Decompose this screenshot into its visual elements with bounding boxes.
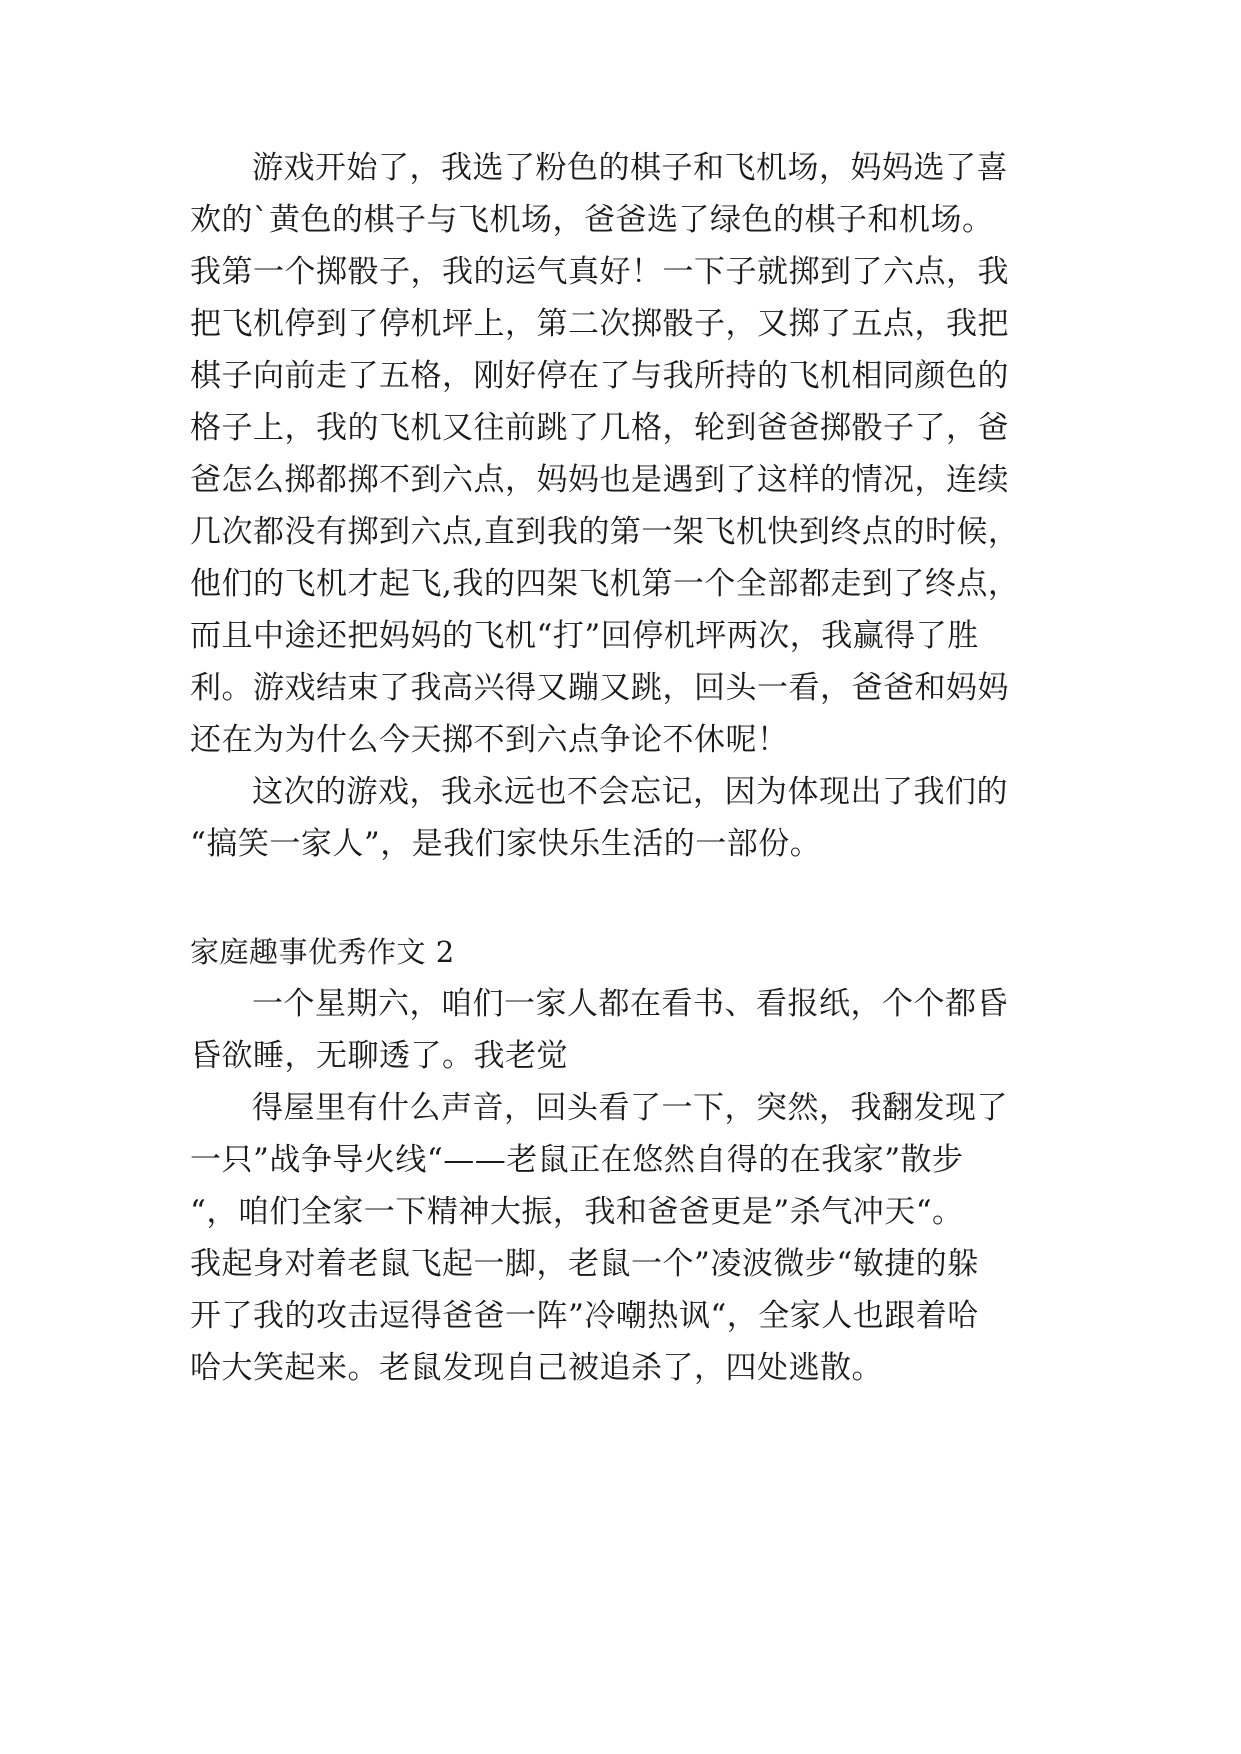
- paragraph-1-line-9: 他们的飞机才起飞,我的四架飞机第一个全部都走到了终点，: [190, 566, 1020, 602]
- paragraph-1-line-4: 把飞机停到了停机坪上，第二次掷骰子，又掷了五点，我把: [190, 306, 1009, 342]
- paragraph-4-line-3: “，咱们全家一下精神大振，我和爸爸更是”杀气冲天“。: [190, 1194, 964, 1230]
- paragraph-2-line-1: 这次的游戏，我永远也不会忘记，因为体现出了我们的: [252, 774, 1008, 810]
- paragraph-2-line-2: “搞笑一家人”，是我们家快乐生活的一部份。: [190, 826, 822, 862]
- paragraph-1-line-6: 格子上，我的飞机又往前跳了几格，轮到爸爸掷骰子了，爸: [190, 410, 1009, 446]
- paragraph-1-line-7: 爸怎么掷都掷不到六点，妈妈也是遇到了这样的情况，连续: [190, 462, 1009, 498]
- paragraph-1-line-5: 棋子向前走了五格，刚好停在了与我所持的飞机相同颜色的: [190, 358, 1009, 394]
- paragraph-4-line-1: 得屋里有什么声音，回头看了一下，突然，我翻发现了: [252, 1090, 1008, 1126]
- paragraph-4-line-4: 我起身对着老鼠飞起一脚，老鼠一个”凌波微步“敏捷的躲: [190, 1246, 979, 1282]
- paragraph-3-line-2: 昏欲睡，无聊透了。我老觉: [190, 1038, 568, 1074]
- paragraph-4-line-5: 开了我的攻击逗得爸爸一阵”冷嘲热讽“，全家人也跟着哈: [190, 1298, 979, 1334]
- section-heading: 家庭趣事优秀作文 2: [190, 935, 455, 969]
- paragraph-1-line-10: 而且中途还把妈妈的飞机“打”回停机坪两次，我赢得了胜: [190, 618, 979, 654]
- paragraph-4-line-2: 一只”战争导火线“——老鼠正在悠然自得的在我家”散步: [190, 1142, 964, 1178]
- paragraph-1-line-12: 还在为为什么今天掷不到六点争论不休呢！: [190, 722, 789, 758]
- paragraph-1-line-1: 游戏开始了，我选了粉色的棋子和飞机场，妈妈选了喜: [252, 150, 1008, 186]
- paragraph-3-line-1: 一个星期六，咱们一家人都在看书、看报纸，个个都昏: [252, 986, 1008, 1022]
- paragraph-1-line-8: 几次都没有掷到六点,直到我的第一架飞机快到终点的时候，: [190, 514, 1020, 550]
- paragraph-1-line-2: 欢的`黄色的棋子与飞机场，爸爸选了绿色的棋子和机场。: [190, 202, 994, 238]
- paragraph-1-line-3: 我第一个掷骰子，我的运气真好！一下子就掷到了六点，我: [190, 254, 1009, 290]
- paragraph-1-line-11: 利。游戏结束了我高兴得又蹦又跳，回头一看，爸爸和妈妈: [190, 670, 1009, 706]
- paragraph-4-line-6: 哈大笑起来。老鼠发现自己被追杀了，四处逃散。: [190, 1350, 883, 1386]
